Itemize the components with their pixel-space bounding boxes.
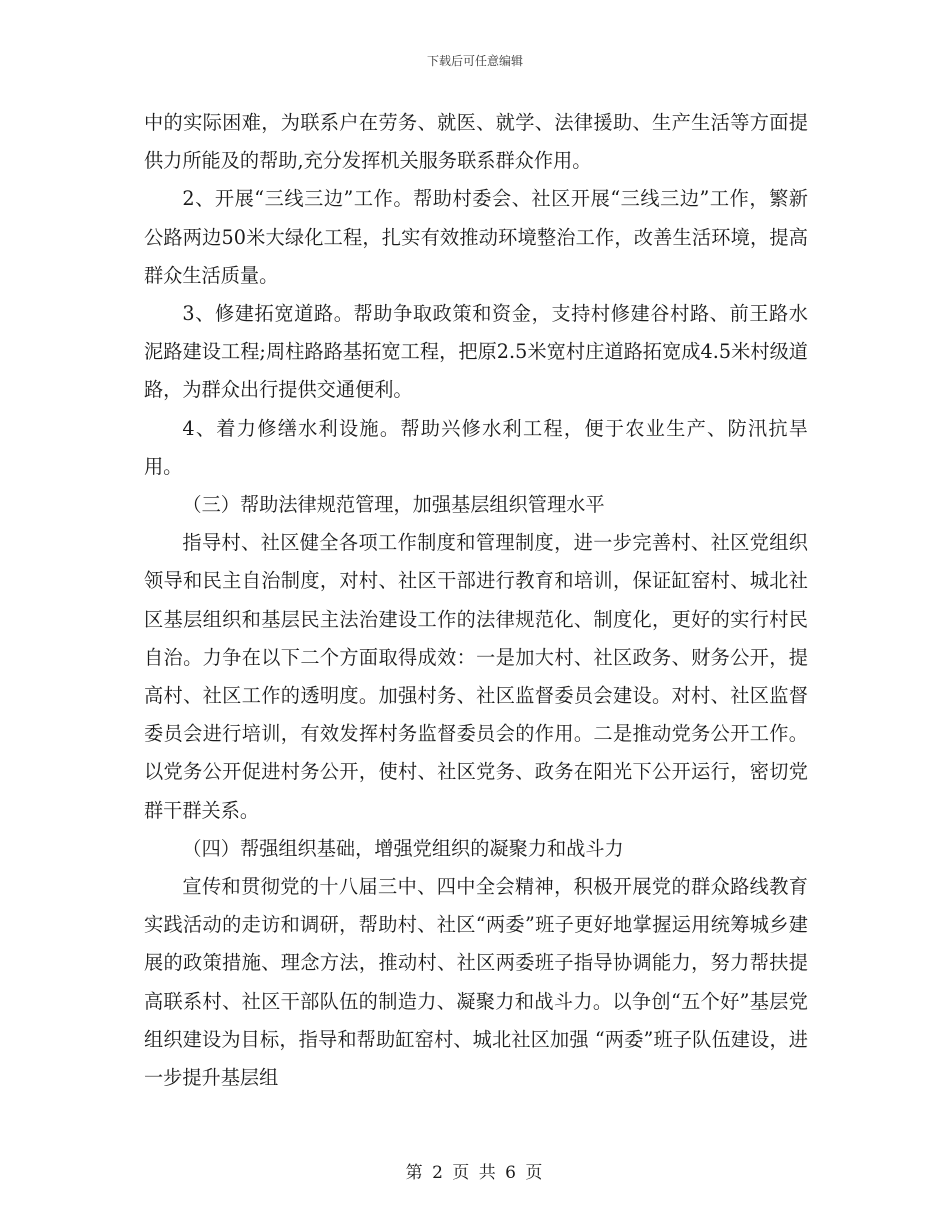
section-heading-4: （四）帮强组织基础，增强党组织的凝聚力和战斗力 bbox=[182, 836, 624, 860]
paragraph-6: 宣传和贯彻党的十八届三中、四中全会精神，积极开展党的群众路线教育实践活动的走访和调研，帮助村、社区“两委”班子更好地掌握运用统筹城乡建展的政策措施、理念方法，推动村、社区两委班子指导协调能力，努力帮扶提高联系村、社区干部队伍的制造力、凝聚力和战斗力。以争创“五个好”基层党组织建设为目标，指导和帮助缸窑村、城北社区加强 “两委”班子队伍建设，进一步提升基层组 bbox=[144, 875, 808, 1090]
paragraph-2: 2、开展“三线三边”工作。帮助村委会、社区开展“三线三边”工作，繁新公路两边50米大绿化工程，扎实有效推动环境整治工作，改善生活环境，提高群众生活质量。 bbox=[144, 187, 808, 287]
page-header: 下载后可任意编辑 bbox=[426, 54, 523, 68]
paragraph-4: 4、着力修缮水利设施。帮助兴修水利工程，便于农业生产、防汛抗旱用。 bbox=[144, 416, 808, 478]
paragraph-5: 指导村、社区健全各项工作制度和管理制度，进一步完善村、社区党组织领导和民主自治制度，对村、社区干部进行教育和培训，保证缸窑村、城北社区基层组织和基层民主法治建设工作的法律规范化、制度化，更好的实行村民自治。力争在以下二个方面取得成效：一是加大村、社区政务、财务公开，提高村、社区工作的透明度。加强村务、社区监督委员会建设。对村、社区监督委员会进行培训，有效发挥村务监督委员会的作用。二是推动党务公开工作。以党务公开促进村务公开，使村、社区党务、政务在阳光下公开运行，密切党群干群关系。 bbox=[144, 531, 808, 822]
page-number: 第 2 页 共 6 页 bbox=[405, 1163, 545, 1183]
section-heading-3: （三）帮助法律规范管理，加强基层组织管理水平 bbox=[182, 493, 605, 517]
document-body bbox=[144, 104, 808, 1097]
paragraph-1: 中的实际困难，为联系户在劳务、就医、就学、法律援助、生产生活等方面提供力所能及的帮助,充分发挥机关服务联系群众作用。 bbox=[144, 111, 808, 173]
paragraph-3: 3、修建拓宽道路。帮助争取政策和资金，支持村修建谷村路、前王路水泥路建设工程;周柱路路基拓宽工程，把原2.5米宽村庄道路拓宽成4.5米村级道路，为群众出行提供交通便利。 bbox=[144, 302, 808, 402]
